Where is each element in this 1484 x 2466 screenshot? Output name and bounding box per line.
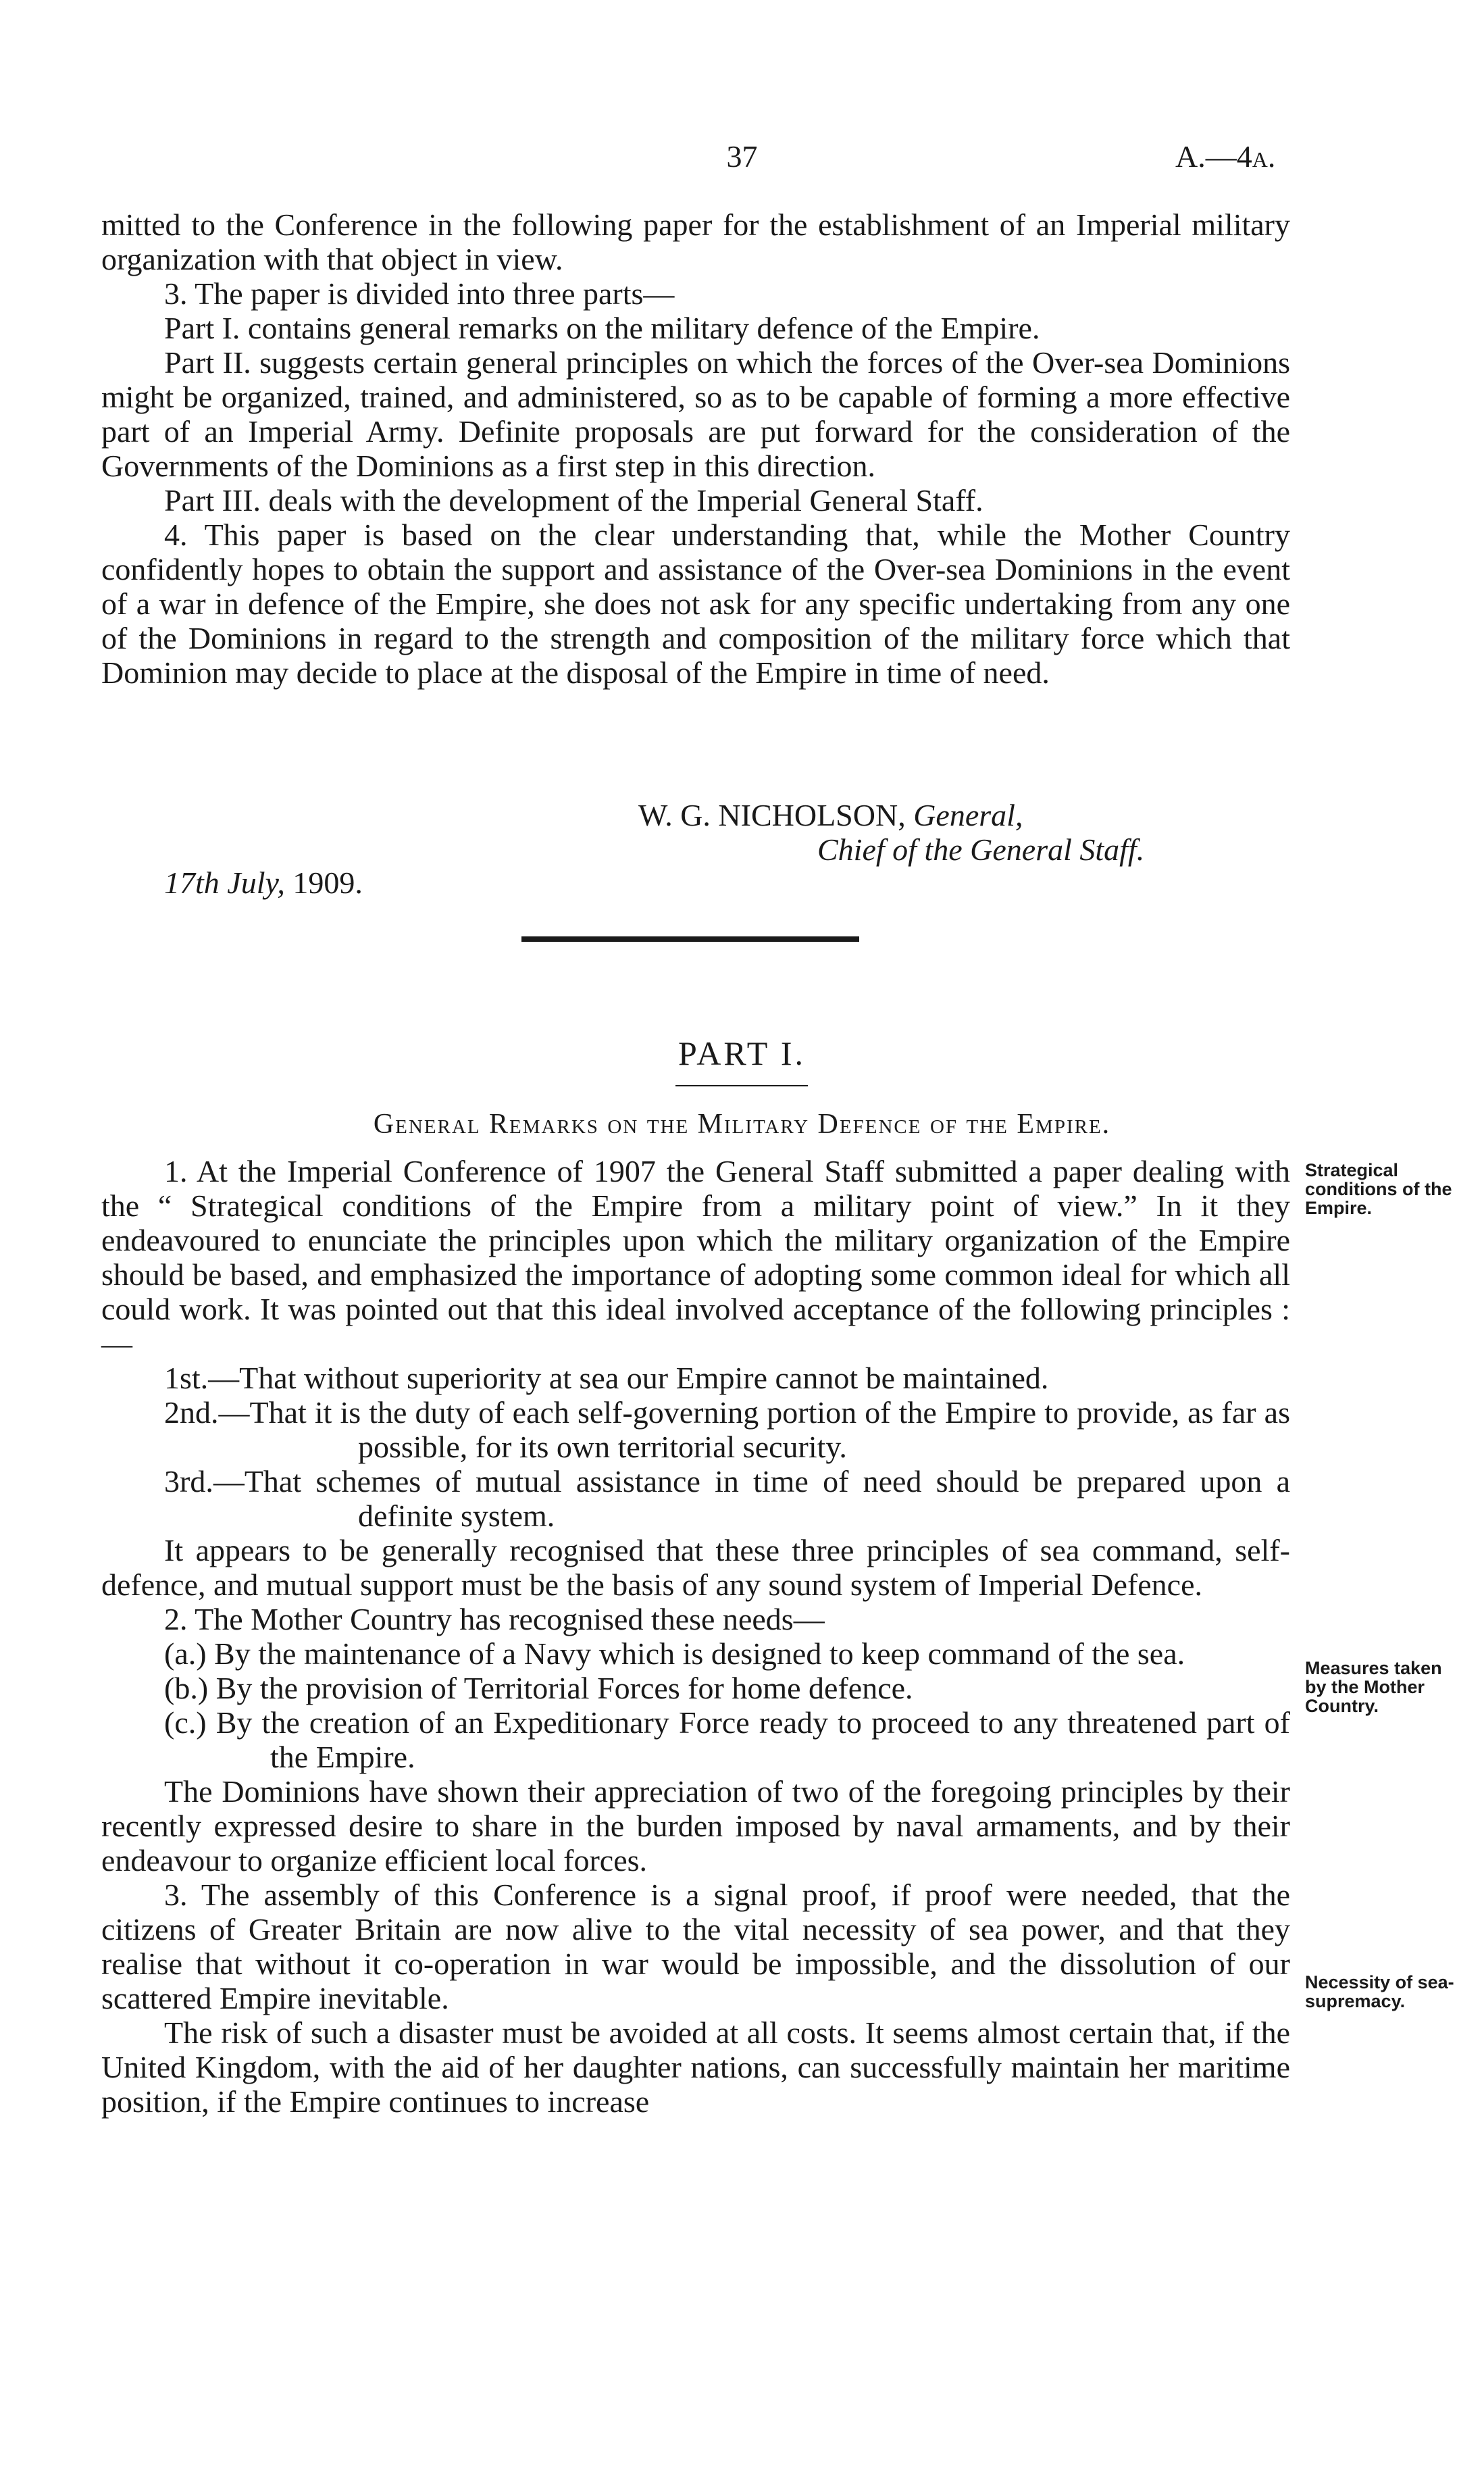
paragraph-3: 3. The paper is divided into three parts— (164, 276, 675, 311)
principle-1: 1st.—That without superiority at sea our Empire cannot be maintained. (164, 1361, 1049, 1395)
intro-section (101, 207, 1290, 690)
paragraph-1: 1. At the Imperial Conference of 1907 the General Staff submitted a paper dealing with the “ Strategical conditions of the Empire from a military point of view.” In it they endeavoured to enunciate the principles upon which the military organization of the Empire should be based, and emphasized the importance of adopting some common ideal for which all could work. It was pointed out that this ideal involved acceptance of the following principles :— (101, 1154, 1290, 1361)
paragraph-1-continued: It appears to be generally recognised that these three principles of sea command, self-defence, and mutual support must be the basis of any sound system of Imperial Defence. (101, 1533, 1290, 1602)
principle-3: 3rd.—That schemes of mutual assistance in time of need should be prepared upon a definite system. (164, 1464, 1290, 1533)
measure-b: (b.) By the provision of Territorial Forces for home defence. (164, 1671, 913, 1705)
signature-title: Chief of the General Staff. (817, 832, 1145, 867)
paragraph-part-two: Part II. suggests certain general principles on which the forces of the Over-sea Dominions might be organized, trained, and administered, so as to be capable of forming a more effective part of an Imperial Army. Definite proposals are put forward for the consideration of the Governments of the Dominions as a first step in this direction. (101, 345, 1290, 483)
principle-2: 2nd.—That it is the duty of each self-governing portion of the Empire to provide, as far as possible, for its own territorial security. (164, 1395, 1290, 1464)
signature-rank: General, (913, 798, 1023, 832)
section-heading: General Remarks on the Military Defence of the Empire. (373, 1109, 1111, 1140)
side-note-strategical: Strategical conditions of the Empire. (1305, 1160, 1452, 1218)
side-note-measures: Measures taken by the Mother Country. (1305, 1658, 1442, 1716)
side-note-necessity: Necessity of sea-supremacy. (1305, 1972, 1454, 2011)
measure-c: (c.) By the creation of an Expeditionary Force ready to proceed to any threatened part of the Empire. (164, 1705, 1290, 1774)
signature-date: 17th July, 1909. (164, 865, 363, 900)
paragraph-part-three: Part III. deals with the development of the Imperial General Staff. (164, 483, 983, 518)
section-divider (521, 936, 859, 942)
paragraph-continuation: mitted to the Conference in the following paper for the establishment of an Imperial military organization with that object in view. (101, 207, 1290, 276)
paragraph-3-continued: The risk of such a disaster must be avoided at all costs. It seems almost certain that, if the United Kingdom, with the aid of her daughter nations, can successfully maintain her maritime position, if the Empire continues to increase (101, 2015, 1290, 2119)
page-number: 37 (726, 139, 758, 174)
measure-a: (a.) By the maintenance of a Navy which is designed to keep command of the sea. (164, 1636, 1185, 1671)
paragraph-2: 2. The Mother Country has recognised these needs— (164, 1602, 825, 1636)
heading-rule (675, 1085, 808, 1086)
paragraph-part-one: Part I. contains general remarks on the military defence of the Empire. (164, 311, 1040, 345)
paragraph-2-continued: The Dominions have shown their appreciation of two of the foregoing principles by their recently expressed desire to share in the burden imposed by naval armaments, and by their endeavour to organize efficient local forces. (101, 1774, 1290, 1878)
paragraph-3-part-one: 3. The assembly of this Conference is a signal proof, if proof were needed, that the citizens of Greater Britain are now alive to the vital necessity of sea power, and that they realise that without it co-operation in war would be impossible, and the dissolution of our scattered Empire inevitable. (101, 1878, 1290, 2015)
part-heading: PART I. (678, 1034, 806, 1072)
signature-name: W. G. NICHOLSON, General, (638, 798, 1023, 832)
paragraph-4: 4. This paper is based on the clear understanding that, while the Mother Country confidently hopes to obtain the support and assistance of the Over-sea Dominions in the event of a war in defence of the Empire, she does not ask for any specific undertaking from any one of the Dominions in regard to the strength and composition of the military force which that Dominion may decide to place at the disposal of the Empire in time of need. (101, 518, 1290, 690)
document-reference: A.—4a. (1175, 139, 1276, 174)
part-one-body (101, 1154, 1290, 2119)
